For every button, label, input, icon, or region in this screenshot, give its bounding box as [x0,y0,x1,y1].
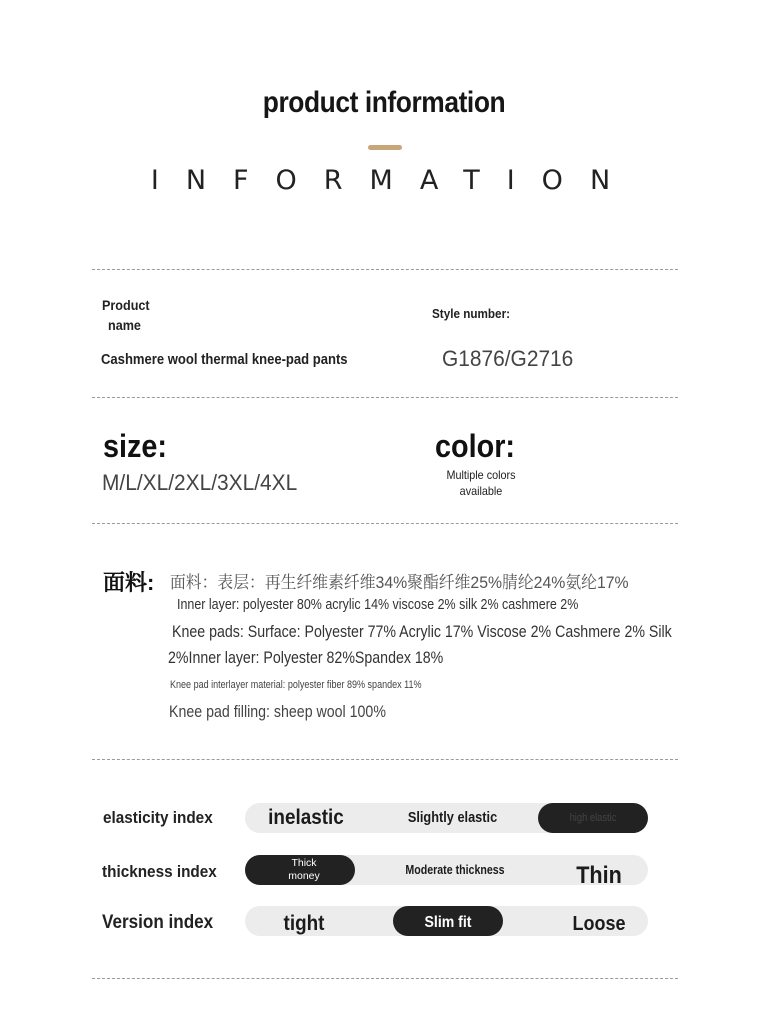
version-option-slim-fit: Slim fit [424,914,472,931]
color-value-line1: Multiple colors [446,468,516,482]
fabric-line: Knee pad interlayer material: polyester fiber 89% spandex 11% [170,679,422,691]
product-name-label-2: name [108,317,141,333]
fabric-label: 面料: [103,570,155,595]
size-value: M/L/XL/2XL/3XL/4XL [102,470,298,495]
version-index-label: Version index [102,912,214,933]
fabric-line: 面料：表层：再生纤维素纤维34%聚酯纤维25%腈纶24%氨纶17% [170,573,629,592]
thickness-option-moderate: Moderate thickness [405,863,505,877]
thickness-track [245,855,648,889]
thickness-index-label: thickness index [102,862,217,881]
version-option-loose: Loose [572,912,626,935]
divider [92,978,678,979]
fabric-line: Knee pads: Surface: Polyester 77% Acrylic 17% Viscose 2% Cashmere 2% Silk [172,623,672,641]
style-number-label: Style number: [432,306,511,321]
elasticity-option-slightly-elastic: Slightly elastic [407,810,498,826]
thickness-option-thick-line1: Thick [291,857,317,869]
color-value-line2: available [459,484,503,498]
product-name-value: Cashmere wool thermal knee-pad pants [101,352,348,368]
page-subtitle: INFORMATION [150,165,638,196]
style-number-value: G1876/G2716 [442,346,574,371]
fabric-line: 2%Inner layer: Polyester 82%Spandex 18% [168,649,444,667]
divider [92,269,678,270]
title-accent-bar [368,145,402,150]
elasticity-track [245,803,648,833]
page-title: product information [262,86,506,119]
color-label: color: [435,428,516,464]
elasticity-index-label: elasticity index [103,808,213,827]
thickness-option-thick-line2: money [288,870,320,882]
fabric-line: Inner layer: polyester 80% acrylic 14% viscose 2% silk 2% cashmere 2% [177,597,579,613]
version-option-tight: tight [283,912,325,935]
divider [92,523,678,524]
elasticity-option-high-elastic: high elastic [569,812,617,824]
product-name-label: Product [102,297,150,313]
thickness-option-thick [245,855,363,885]
thickness-option-thin: Thin [576,862,622,889]
elasticity-option-inelastic: inelastic [268,806,344,829]
version-track [245,906,648,936]
size-label: size: [103,428,168,464]
divider [92,397,678,398]
color-value [435,468,527,498]
fabric-line: Knee pad filling: sheep wool 100% [169,703,386,721]
divider [92,759,678,760]
